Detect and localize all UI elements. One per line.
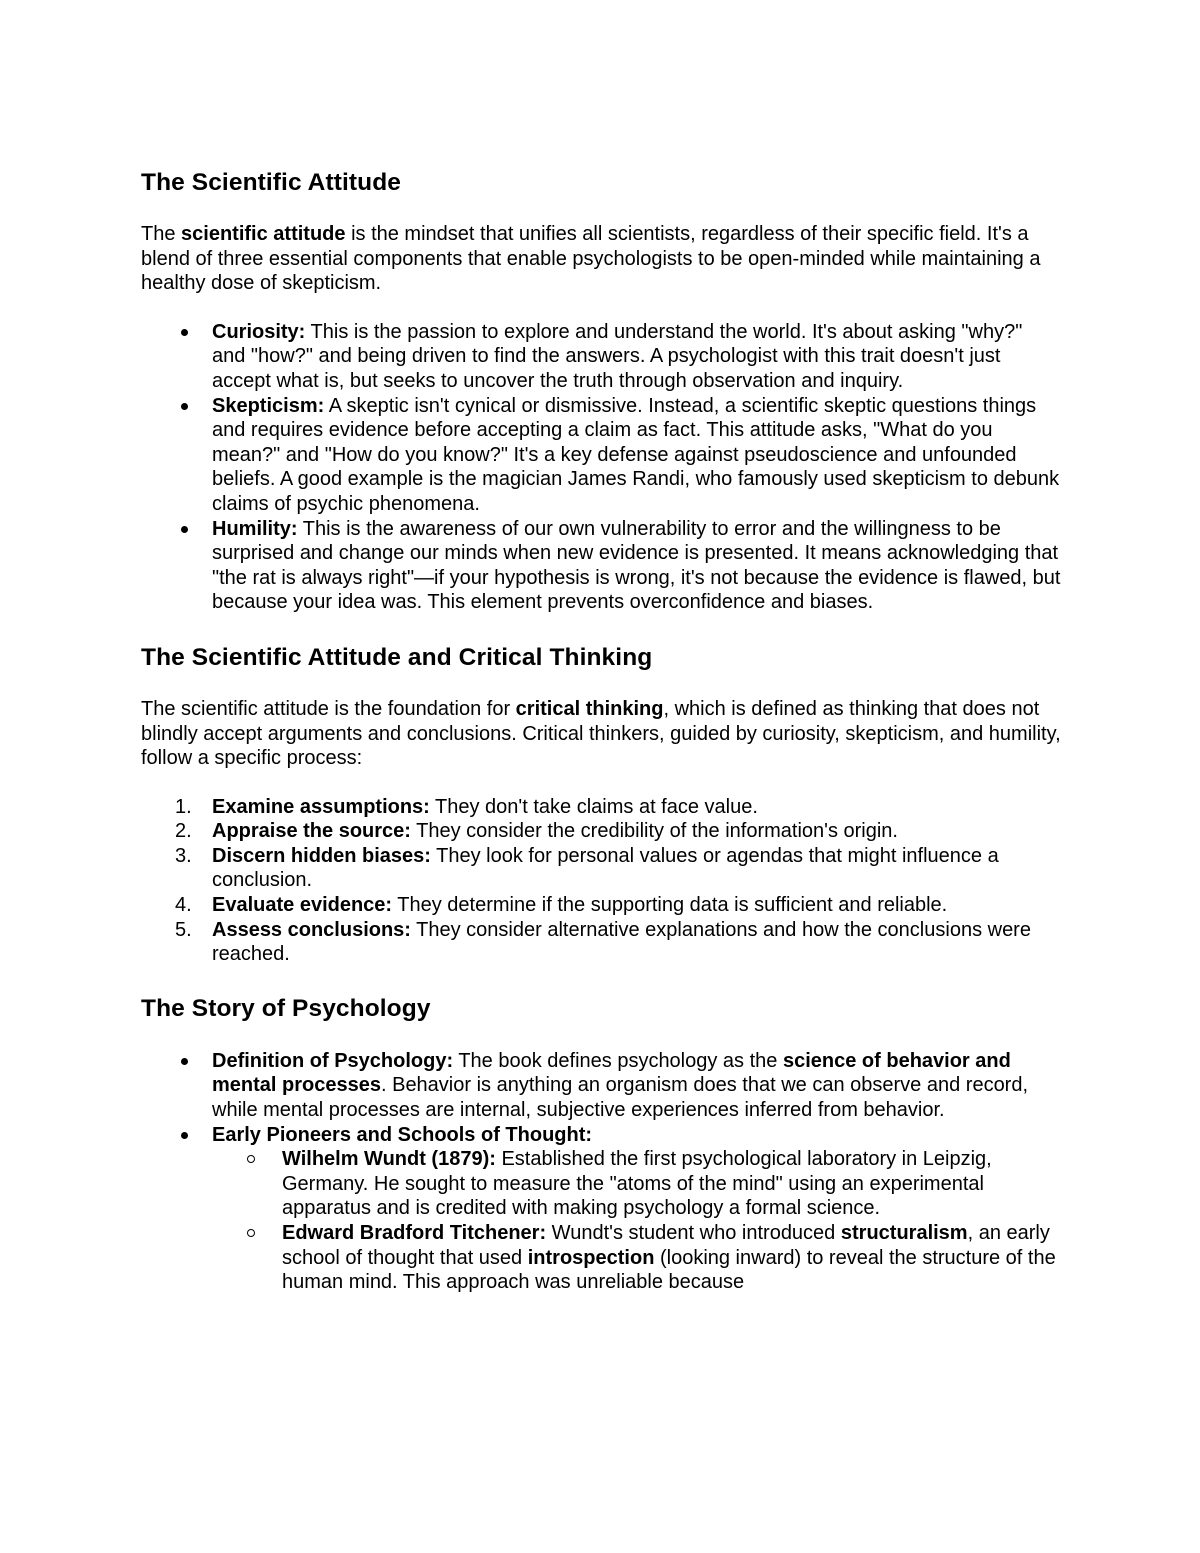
term-introspection: introspection [527,1246,655,1269]
step-item: 1. Examine assumptions: They don't take claims at face value. [175,795,758,818]
heading-critical-thinking: The Scientific Attitude and Critical Thinking [141,643,653,671]
step-item: 3. Discern hidden biases: They look for personal values or agendas that might influence a conclusion. [175,844,999,892]
pioneers-sublist [211,1147,1061,1295]
step-item: 5. Assess conclusions: They consider alternative explanations and how the conclusions were reached. [175,918,1031,966]
list-item-definition: Definition of Psychology: The book defines psychology as the science of behavior and mental processes. Behavior is anything an organism does that we can observe and record, while mental processes are internal, subjective experiences inferred from behavior. [141,1049,1061,1123]
psychology-story-list [141,1049,1061,1295]
list-item-pioneers: Early Pioneers and Schools of Thought: Wilhelm Wundt (1879): Established the first psychological laboratory in Leipzig, Germany. He sought to measure the "atoms of the mind" using an experimental apparatus and is credited with making psychology a formal science. Edward Bradford Titchener: Wundt's student who introduced structuralism, an early school of thought that used introspection (looking inward) to reveal the structure of the human mind. This approach was unreliable because [141,1123,1061,1295]
list-item-curiosity: Curiosity: This is the passion to explore and understand the world. It's about asking "why?" and "how?" and being driven to find the answers. A psychologist with this trait doesn't just accept what is, but seeks to uncover the truth through observation and inquiry. [141,320,1061,394]
scientific-attitude-intro: The scientific attitude is the mindset that unifies all scientists, regardless of their specific field. It's a blend of three essential components that enable psychologists to be open-minded while maintaining a healthy dose of skepticism. [141,223,1041,295]
step-item: 2. Appraise the source: They consider the credibility of the information's origin. [175,820,898,843]
term-scientific-attitude: scientific attitude [181,223,346,245]
sublist-item-wundt: Wilhelm Wundt (1879): Established the first psychological laboratory in Leipzig, Germany. He sought to measure the "atoms of the mind" using an experimental apparatus and is credited with making psychology a formal science. [211,1147,1061,1221]
list-item-skepticism: Skepticism: A skeptic isn't cynical or dismissive. Instead, a scientific skeptic questions things and requires evidence before accepting a claim as fact. This attitude asks, "What do you mean?" and "How do you know?" It's a key defense against pseudoscience and unfounded beliefs. A good example is the magician James Randi, who famously used skepticism to debunk claims of psychic phenomena. [141,394,1061,517]
term-science-of-behavior: science of behavior and mental processes [212,1049,1011,1097]
term-critical-thinking: critical thinking [515,697,664,720]
document-body [141,167,1061,1295]
critical-thinking-intro: The scientific attitude is the foundation for critical thinking, which is defined as thinking that does not blindly accept arguments and conclusions. Critical thinkers, guided by curiosity, skepticism, and humility, follow a specific process: [141,697,1061,770]
term-structuralism: structuralism [840,1222,968,1244]
list-item-humility: Humility: This is the awareness of our own vulnerability to error and the willingness to be surprised and change our minds when new evidence is presented. It means acknowledging that "the rat is always right"—if your hypothesis is wrong, it's not because the evidence is flawed, but because your idea was. This element prevents overconfidence and biases. [141,517,1061,615]
step-item: 4. Evaluate evidence: They determine if the supporting data is sufficient and reliable. [175,894,948,917]
heading-scientific-attitude: The Scientific Attitude [141,169,402,196]
sublist-item-titchener: Edward Bradford Titchener: Wundt's student who introduced structuralism, an early school of thought that used introspection (looking inward) to reveal the structure of the human mind. This approach was unreliable because [211,1221,1061,1295]
critical-thinking-steps [141,795,1061,967]
attitude-components-list [141,320,1061,615]
heading-story-of-psychology: The Story of Psychology [141,994,431,1022]
